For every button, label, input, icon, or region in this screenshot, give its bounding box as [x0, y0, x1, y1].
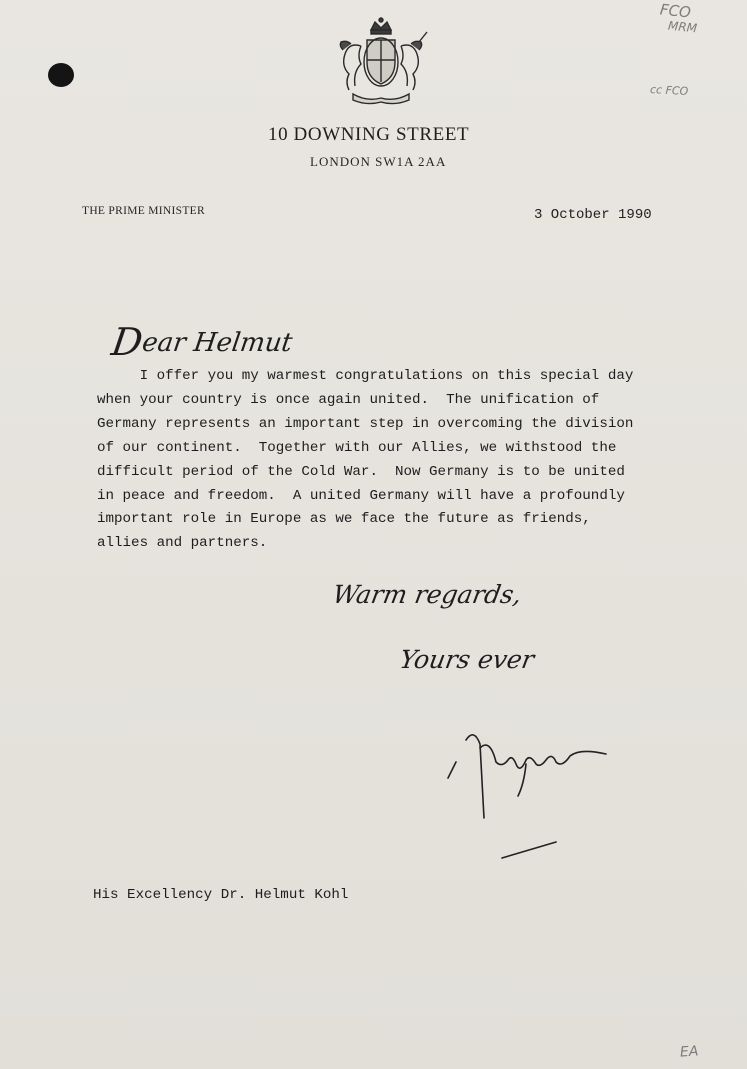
body-line: Germany represents an important step in overcoming the division — [97, 415, 634, 432]
body-line: important role in Europe as we face the future as friends, — [97, 511, 591, 528]
handwritten-signature-icon — [430, 718, 620, 868]
punch-hole — [48, 63, 74, 87]
recipient-name: His Excellency Dr. Helmut Kohl — [93, 887, 349, 903]
body-line: difficult period of the Cold War. Now Germany is to be united — [97, 463, 625, 480]
letterhead-city: LONDON SW1A 2AA — [310, 154, 447, 169]
handwritten-closing-regards: Warm regards, — [330, 580, 524, 609]
body-line: I offer you my warmest congratulations on this special day — [97, 368, 634, 384]
salutation-rest: ear Helmut — [140, 328, 295, 358]
salutation-initial: D — [108, 320, 146, 364]
body-line: in peace and freedom. A united Germany will have a profoundly — [97, 487, 625, 504]
letter-body — [97, 365, 717, 556]
royal-coat-of-arms-icon — [331, 16, 431, 106]
pencil-annotation: EA — [679, 1043, 699, 1061]
body-line: allies and partners. — [97, 535, 268, 552]
pencil-annotation: cc FCO — [649, 83, 689, 98]
pencil-annotation: MRM — [667, 18, 698, 36]
body-line: of our continent. Together with our Allies, we withstood the — [97, 439, 617, 456]
handwritten-closing-yours: Yours ever — [397, 645, 537, 674]
letterhead-street: 10 DOWNING STREET — [268, 124, 470, 145]
letter-date: 3 October 1990 — [534, 207, 652, 223]
body-line: when your country is once again united. The unification of — [97, 391, 600, 408]
handwritten-salutation — [109, 320, 295, 364]
pencil-annotation: FCO — [659, 0, 692, 22]
letterhead-office: THE PRIME MINISTER — [82, 205, 205, 217]
